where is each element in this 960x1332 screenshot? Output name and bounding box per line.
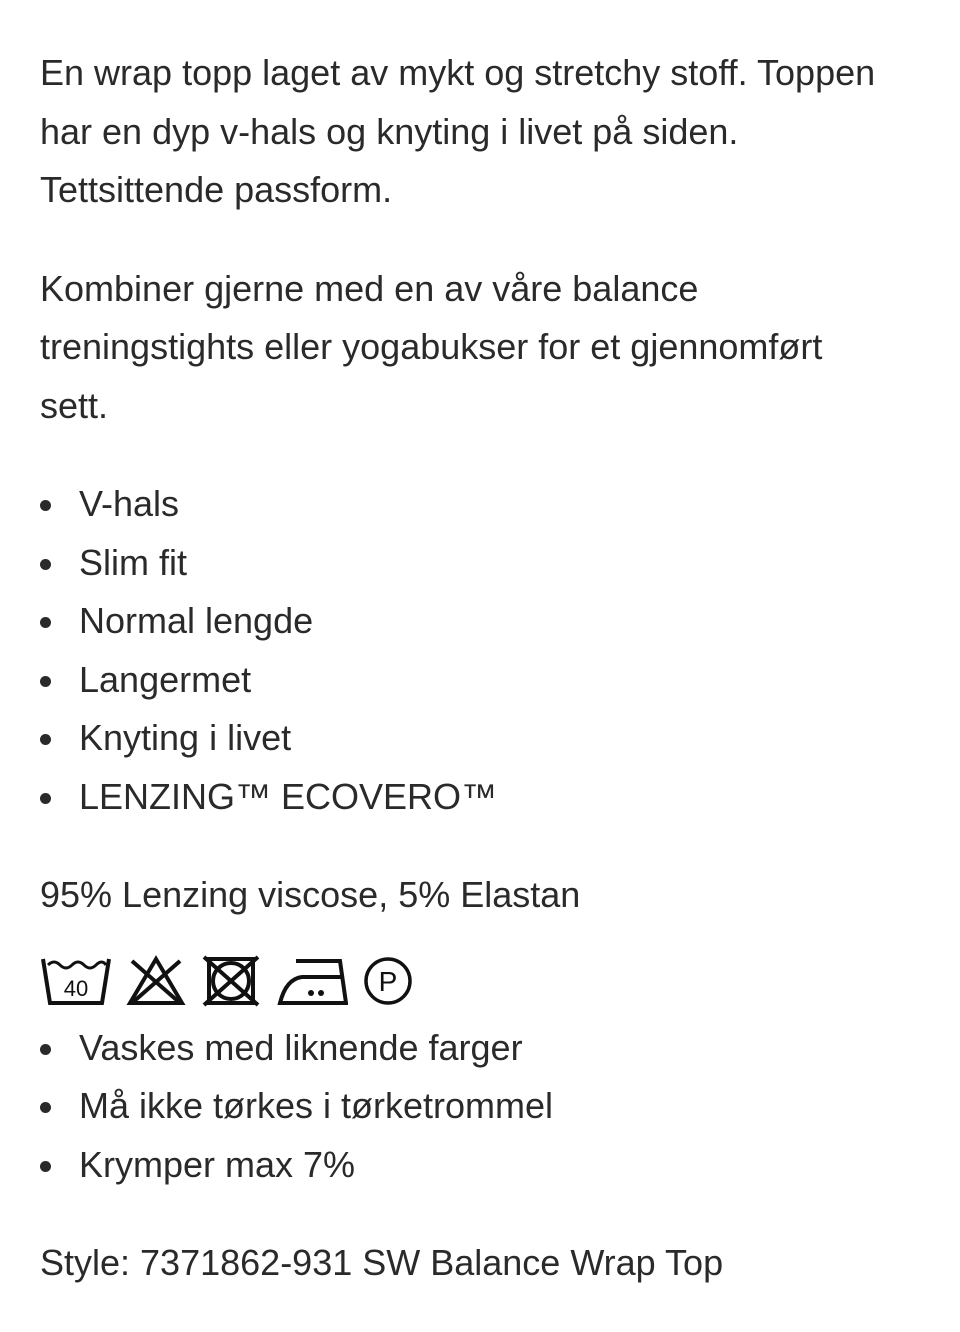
list-item: Knyting i livet: [40, 709, 920, 768]
description-paragraph: En wrap topp laget av mykt og stretchy stoff. Toppen har en dyp v-hals og knyting i livet på siden. Tettsittende passform.: [40, 52, 876, 210]
list-item: Normal lengde: [40, 592, 920, 651]
list-item: Må ikke tørkes i tørketrommel: [40, 1077, 920, 1136]
list-item: V-hals: [40, 475, 920, 534]
style-number: Style: 7371862-931 SW Balance Wrap Top: [40, 1242, 724, 1283]
no-tumble-dry-icon: [200, 955, 262, 1007]
list-item: Slim fit: [40, 534, 920, 593]
dry-clean-p-icon: [362, 955, 414, 1007]
list-item: Vaskes med liknende farger: [40, 1019, 920, 1078]
description-paragraph: Kombiner gjerne med en av våre balance treningstights eller yogabukser for et gjennomført sett.: [40, 267, 823, 426]
iron-medium-icon: [276, 955, 348, 1007]
no-bleach-icon: [126, 955, 186, 1007]
list-item: Krymper max 7%: [40, 1136, 920, 1195]
list-item: LENZING™ ECOVERO™: [40, 768, 920, 827]
material-composition: 95% Lenzing viscose, 5% Elastan: [40, 874, 581, 915]
feature-list: [40, 475, 920, 826]
list-item: Langermet: [40, 651, 920, 710]
svg-text:P: P: [378, 965, 398, 997]
care-icons: [40, 953, 920, 1009]
wash-40-icon: [40, 955, 112, 1007]
svg-text:40: 40: [63, 975, 89, 1001]
care-list: [40, 1019, 920, 1195]
